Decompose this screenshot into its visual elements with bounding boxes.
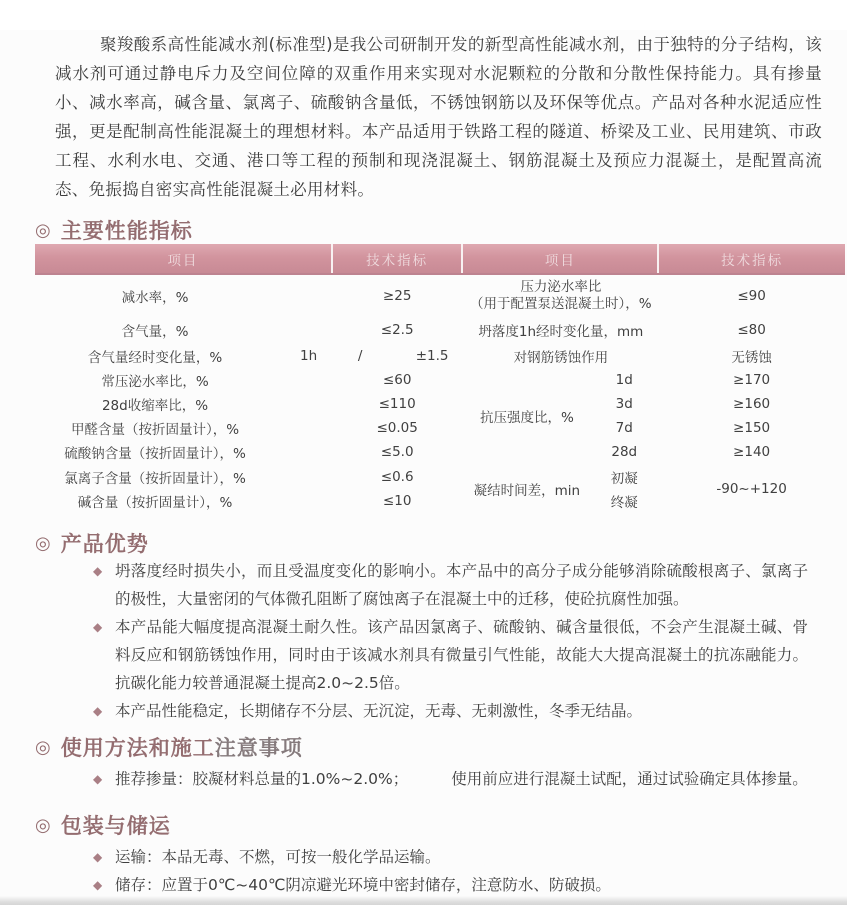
row-value: -90~+120 (716, 480, 787, 497)
advantages-list (0, 557, 847, 725)
row-value: ≤5.0 (380, 444, 414, 460)
column-header-spec: 技术指标 (658, 244, 845, 274)
row-value: ≤60 (382, 372, 412, 388)
age-label: 7d (615, 420, 633, 436)
row-label: 碱含量（按折固量计），% (77, 495, 233, 511)
diamond-bullet-icon: ◆ (93, 620, 103, 634)
list-item (93, 613, 808, 697)
row-label: 含气量，% (121, 323, 189, 340)
row-value: ≥25 (382, 287, 412, 304)
section-marker-icon: ◎ (35, 736, 52, 758)
usage-list (0, 765, 847, 793)
list-item-text: 运输：本品无毒、不燃，可按一般化学品运输。 (115, 848, 441, 866)
row-label: 甲醛含量（按折固量计），% (70, 422, 240, 438)
setting-final-label: 终凝 (610, 495, 638, 511)
spec-table-right (463, 244, 845, 513)
datasheet-page (0, 30, 847, 905)
section-title-usage (35, 733, 847, 761)
setting-initial-label: 初凝 (610, 470, 638, 487)
table-row (463, 316, 845, 343)
row-label-line2: （用于配置泵送混凝土时），% (470, 295, 652, 312)
intro-paragraph: 聚羧酸系高性能减水剂(标准型)是我公司研制开发的新型高性能减水剂，由于独特的分子结构，该减水剂可通过静电斥力及空间位障的双重作用来实现对水泥颗粒的分散和分散性保持能力。具有掺量小、减水率高，碱含量、氯离子、硫酸钠含量低，不锈蚀钢筋以及环保等优点。产品对各种水泥适应性强，更是配制高性能混凝土的理想材料。本产品适用于铁路工程的隧道、桥梁及工业、民用建筑、市政工程、水利水电、交通、港口等工程的预制和现浇混凝土、钢筋混凝土及预应力混凝土，是配置高流态、免振捣自密实高性能混凝土必用材料。 (55, 35, 822, 199)
row-value: ≤110 (378, 396, 416, 412)
table-row (35, 343, 462, 368)
table-row (35, 316, 462, 343)
table-row (463, 368, 845, 392)
diamond-bullet-icon: ◆ (93, 704, 103, 718)
row-value: ≥140 (733, 444, 771, 460)
table-header-row (35, 244, 462, 274)
row-label-line1: 压力泌水率比 (520, 278, 602, 295)
list-item (93, 697, 808, 725)
diamond-bullet-icon: ◆ (93, 772, 103, 786)
diamond-bullet-icon: ◆ (93, 878, 103, 892)
section-title-text: 产品优势 (60, 532, 149, 556)
section-title-text: 主要性能指标 (60, 219, 193, 243)
section-title-text-sub: 注意事项 (214, 736, 303, 760)
list-item (93, 843, 808, 871)
row-label: 含气量经时变化量，% (87, 349, 223, 366)
list-item-text: 坍落度经时损失小，而且受温度变化的影响小。本产品中的高分子成分能够消除硫酸根离子、氯离子的极性，大量密闭的气体微孔阻断了腐蚀离子在混凝土中的迁移，使砼抗腐性加强。 (115, 562, 808, 608)
section-marker-icon: ◎ (35, 219, 52, 241)
list-item (93, 765, 808, 793)
diamond-bullet-icon: ◆ (93, 850, 103, 864)
age-label: 3d (615, 396, 633, 412)
row-slash: / (357, 347, 363, 364)
dosage-text: 推荐掺量：胶凝材料总量的1.0%~2.0%； (115, 770, 409, 788)
row-label: 氯离子含量（按折固量计），% (64, 470, 246, 487)
packaging-list (0, 843, 847, 899)
section-title-performance (35, 216, 847, 244)
table-row (35, 440, 462, 464)
section-marker-icon: ◎ (35, 814, 52, 836)
table-row (463, 464, 845, 489)
row-label: 常压泌水率比，% (101, 374, 209, 390)
section-title-text: 包装与储运 (60, 814, 171, 838)
spec-tables (35, 244, 845, 513)
column-header-item: 项目 (463, 244, 658, 274)
section-title-advantages (35, 529, 847, 557)
section-title-packaging (35, 811, 847, 839)
row-value: ≥170 (733, 372, 771, 388)
diamond-bullet-icon: ◆ (93, 564, 103, 578)
table-header-row (463, 244, 845, 274)
age-label: 1d (615, 372, 633, 388)
list-item-text: 储存：应置于0℃~40℃阴凉避光环境中密封储存，注意防水、防破损。 (115, 876, 611, 894)
column-header-item: 项目 (35, 244, 332, 274)
row-value: ≥150 (733, 420, 771, 436)
table-row (35, 368, 462, 392)
table-row (35, 416, 462, 440)
merged-row-label: 抗压强度比，% (479, 410, 574, 426)
row-label: 对钢筋锈蚀作用 (513, 349, 609, 366)
section-marker-icon: ◎ (35, 532, 52, 554)
section-title-text: 使用方法和施工 (60, 736, 215, 760)
list-item (93, 871, 808, 899)
row-value: ±1.5 (415, 347, 449, 364)
row-time-label: 1h (300, 347, 318, 364)
row-value: ≤0.6 (380, 468, 414, 485)
list-item-text: 本产品能大幅度提高混凝土耐久性。该产品因氯离子、硫酸钠、碱含量很低，不会产生混凝土碱、骨料反应和钢筋锈蚀作用，同时由于该减水剂具有微量引气性能，故能大大提高混凝土的抗冻融能力。抗碳化能力较普通混凝土提高2.0~2.5倍。 (115, 618, 808, 692)
row-value: 无锈蚀 (731, 349, 772, 366)
spec-table-left (35, 244, 463, 513)
table-row (35, 464, 462, 489)
row-value: ≤80 (737, 321, 766, 338)
merged-row-label: 凝结时间差，min (473, 482, 581, 499)
age-label: 28d (611, 444, 638, 460)
row-value: ≤2.5 (380, 321, 414, 338)
list-item-text: 本产品性能稳定，长期储存不分层、无沉淀，无毒、无刺激性，冬季无结晶。 (115, 702, 643, 720)
table-row (35, 392, 462, 416)
row-value: ≤90 (737, 287, 766, 304)
table-row (35, 489, 462, 513)
column-header-spec: 技术指标 (332, 244, 463, 274)
scan-edge-artifact (0, 896, 847, 905)
row-value: ≤10 (382, 493, 412, 509)
row-label: 减水率，% (121, 289, 189, 306)
dosage-note: 使用前应进行混凝土试配，通过试验确定具体掺量。 (451, 770, 808, 788)
row-label: 坍落度1h经时变化量，mm (478, 323, 644, 340)
row-value: ≤0.05 (376, 420, 418, 436)
row-label: 硫酸钠含量（按折固量计），% (64, 446, 246, 462)
table-row (35, 274, 462, 316)
list-item (93, 557, 808, 613)
table-row (463, 274, 845, 316)
row-label: 28d收缩率比，% (101, 398, 209, 414)
row-value: ≥160 (733, 396, 771, 412)
table-row (463, 343, 845, 368)
